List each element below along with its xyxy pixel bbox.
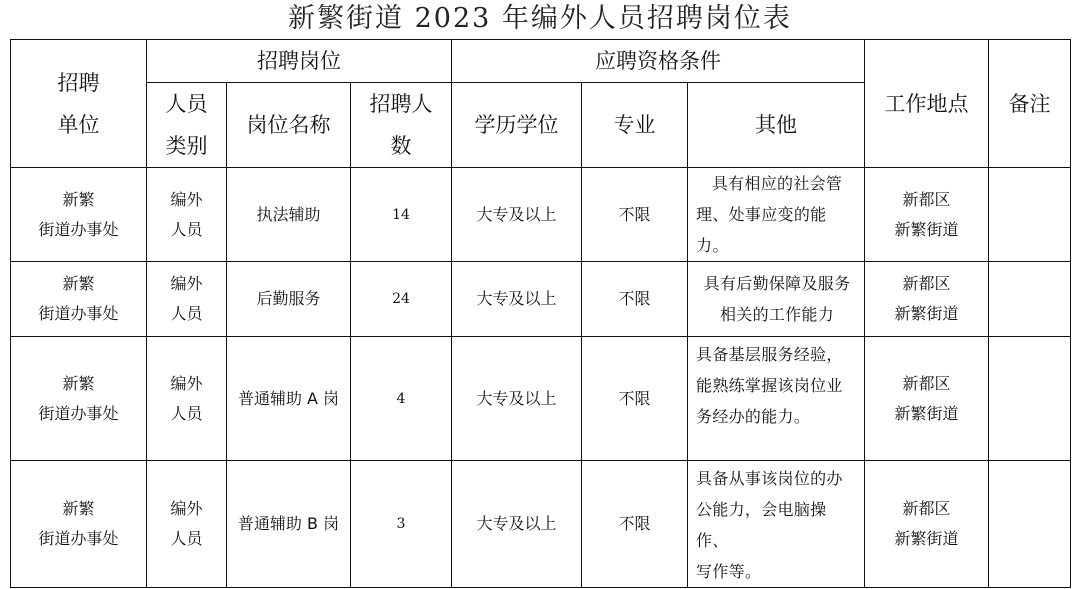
cell-education: 大专及以上 xyxy=(452,461,582,588)
table-row xyxy=(11,262,1071,337)
recruitment-table xyxy=(10,39,1071,588)
cell-headcount: 14 xyxy=(351,168,452,262)
cell-major: 不限 xyxy=(582,337,688,461)
header-staff-type: 人员 类别 xyxy=(147,83,227,168)
cell-major: 不限 xyxy=(582,461,688,588)
cell-unit: 新繁 街道办事处 xyxy=(11,337,147,461)
cell-position-name: 后勤服务 xyxy=(227,262,351,337)
cell-other: 具有后勤保障及服务 相关的工作能力 xyxy=(688,262,865,337)
cell-unit: 新繁 街道办事处 xyxy=(11,262,147,337)
cell-other: 具有相应的社会管 理、处事应变的能力。 xyxy=(688,168,865,262)
cell-location: 新都区 新繁街道 xyxy=(865,461,989,588)
cell-staff-type: 编外 人员 xyxy=(147,168,227,262)
cell-staff-type: 编外 人员 xyxy=(147,262,227,337)
cell-location: 新都区 新繁街道 xyxy=(865,262,989,337)
table-row xyxy=(11,337,1071,461)
header-qualification-group: 应聘资格条件 xyxy=(452,40,865,83)
cell-remark xyxy=(989,168,1071,262)
cell-education: 大专及以上 xyxy=(452,262,582,337)
cell-location: 新都区 新繁街道 xyxy=(865,168,989,262)
cell-education: 大专及以上 xyxy=(452,168,582,262)
cell-remark xyxy=(989,262,1071,337)
cell-staff-type: 编外 人员 xyxy=(147,337,227,461)
header-headcount: 招聘人 数 xyxy=(351,83,452,168)
header-location: 工作地点 xyxy=(865,40,989,168)
header-other: 其他 xyxy=(688,83,865,168)
cell-major: 不限 xyxy=(582,168,688,262)
cell-position-name: 执法辅助 xyxy=(227,168,351,262)
header-remark: 备注 xyxy=(989,40,1071,168)
cell-position-name: 普通辅助 B 岗 xyxy=(227,461,351,588)
cell-headcount: 24 xyxy=(351,262,452,337)
document-title: 新繁街道 2023 年编外人员招聘岗位表 xyxy=(288,3,792,34)
header-position-name: 岗位名称 xyxy=(227,83,351,168)
cell-headcount: 3 xyxy=(351,461,452,588)
cell-remark xyxy=(989,461,1071,588)
header-major: 专业 xyxy=(582,83,688,168)
cell-staff-type: 编外 人员 xyxy=(147,461,227,588)
header-education: 学历学位 xyxy=(452,83,582,168)
cell-other: 具备基层服务经验， 能熟练掌握该岗位业 务经办的能力。 xyxy=(688,337,865,461)
cell-position-name: 普通辅助 A 岗 xyxy=(227,337,351,461)
cell-remark xyxy=(989,337,1071,461)
header-unit: 招聘 单位 xyxy=(11,40,147,168)
cell-unit: 新繁 街道办事处 xyxy=(11,461,147,588)
cell-unit: 新繁 街道办事处 xyxy=(11,168,147,262)
cell-headcount: 4 xyxy=(351,337,452,461)
cell-major: 不限 xyxy=(582,262,688,337)
cell-location: 新都区 新繁街道 xyxy=(865,337,989,461)
table-row xyxy=(11,168,1071,262)
cell-other: 具备从事该岗位的办 公能力，会电脑操作、 写作等。 xyxy=(688,461,865,588)
cell-education: 大专及以上 xyxy=(452,337,582,461)
header-position-group: 招聘岗位 xyxy=(147,40,452,83)
table-row xyxy=(11,461,1071,588)
